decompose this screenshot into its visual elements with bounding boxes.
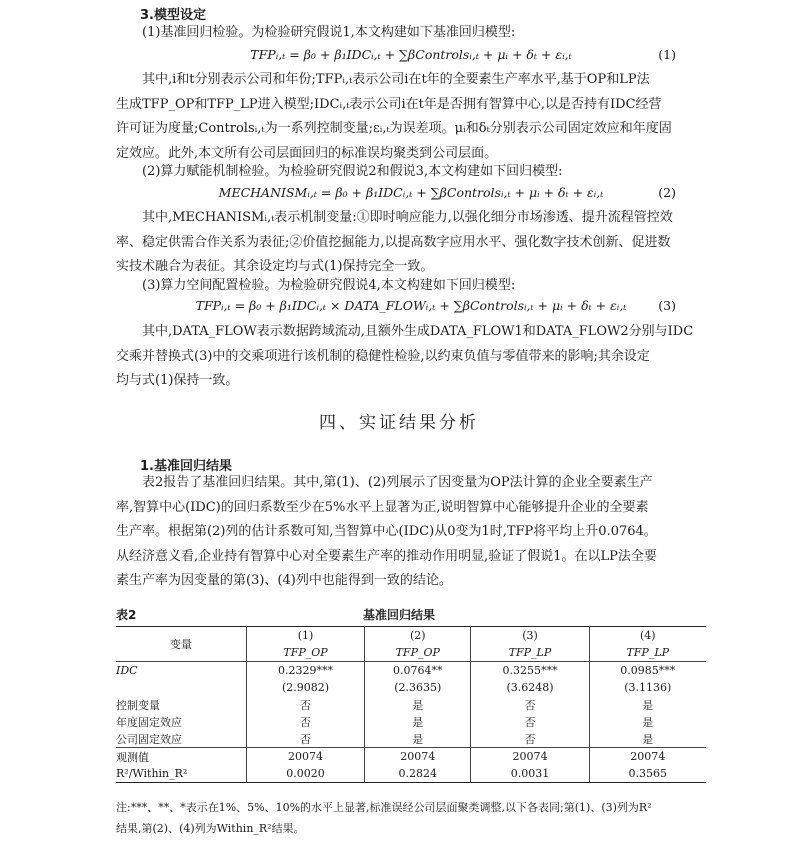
row-label: 公司固定效应	[116, 730, 247, 748]
section-title: 四、实证结果分析	[319, 413, 479, 433]
text-line: 结果,第(2)、(4)列为Within_R²结果。	[116, 822, 305, 835]
regression-table	[116, 626, 706, 783]
text-line: 率、稳定供需合作关系为表征;②价值挖掘能力,以提高数字应用水平、强化数字技术创新、促进数	[116, 234, 671, 250]
paragraph-data-flow	[116, 320, 706, 394]
table-cell: 0.0020	[247, 765, 365, 783]
paragraph-baseline-intro	[116, 21, 706, 46]
text-line: 表2报告了基准回归结果。其中,第(1)、(2)列展示了因变量为OP法计算的企业全要素生产	[142, 475, 653, 490]
column-variable: TFP_OP	[365, 644, 471, 662]
table-note	[116, 797, 716, 839]
column-number: (2)	[365, 627, 471, 645]
paragraph-baseline-results	[116, 471, 706, 594]
table-cell: (3.6248)	[471, 679, 589, 696]
paragraph-mechanism-intro	[116, 160, 706, 185]
subsection-heading-baseline: 1.基准回归结果	[140, 459, 232, 474]
row-label: 控制变量	[116, 696, 247, 713]
table-cell: 否	[247, 696, 365, 713]
text-line: 许可证为度量;Controlsᵢ,ₜ为一系列控制变量;εᵢ,ₜ为误差项。μᵢ和δₜ分别表示公司固定效应和年度固	[116, 121, 672, 137]
table-cell: 是	[642, 698, 654, 712]
table-cell: 否	[247, 713, 365, 730]
table-cell: 0.0764**	[365, 662, 471, 680]
table-cell: 否	[471, 696, 589, 713]
table-cell: 20074	[589, 748, 706, 766]
equation-formula: MECHANISMᵢ,ₜ = β₀ + β₁IDCᵢ,ₜ + ∑βControlsᵢ,ₜ + μᵢ + δₜ + εᵢ,ₜ	[218, 185, 604, 200]
text-line: 生成TFP_OP和TFP_LP进入模型;IDCᵢ,ₜ表示公司i在t年是否拥有智算中心,以是否持有IDC经营	[116, 96, 662, 112]
text-line: 注:***、**、*表示在1%、5%、10%的水平上显著,标准误经公司层面聚类调整,以下各表同;第(1)、(3)列为R²	[116, 801, 652, 814]
column-number: (4)	[589, 627, 706, 645]
paragraph-variable-definitions	[116, 68, 706, 166]
table-cell: 0.2824	[365, 765, 471, 783]
text-line: (2)算力赋能机制检验。为检验研究假说2和假说3,本文构建如下回归模型:	[142, 164, 563, 179]
row-label: IDC	[116, 662, 247, 680]
text-line: (1)基准回归检验。为检验研究假说1,本文构建如下基准回归模型:	[142, 25, 516, 40]
table-cell: 是	[365, 713, 471, 730]
text-line: 交乘并替换式(3)中的交乘项进行该机制的稳健性检验,以约束负值与零值带来的影响;其余设定	[116, 348, 650, 364]
table-cell: (3.1136)	[624, 681, 672, 694]
text-line: 实技术融合为表征。其余设定均与式(1)保持完全一致。	[116, 259, 434, 275]
column-number: (1)	[247, 627, 365, 645]
column-variable: TFP_OP	[247, 644, 365, 662]
row-label	[116, 679, 247, 696]
table-cell: 是	[365, 730, 471, 748]
table-cell: 否	[471, 713, 589, 730]
table-cell: 0.3255***	[471, 662, 589, 680]
equation-3	[116, 296, 706, 318]
table-cell: 0.2329***	[247, 662, 365, 680]
text-line: 其中,DATA_FLOW表示数据跨域流动,且额外生成DATA_FLOW1和DATA_FLOW2分别与IDC	[142, 324, 694, 339]
text-line: 率,智算中心(IDC)的回归系数至少在5%水平上显著为正,说明智算中心能够提升企业的全要素	[116, 499, 649, 515]
table-cell: 是	[642, 732, 654, 746]
table-header-row	[116, 627, 706, 645]
table-title: 基准回归结果	[362, 608, 435, 622]
equation-number: (2)	[658, 185, 676, 200]
text-line: 其中,MECHANISMᵢ,ₜ表示机制变量:①即时响应能力,以强化细分市场渗透、提升流程管控效	[142, 210, 673, 225]
equation-2	[116, 183, 706, 205]
table-cell: 20074	[471, 748, 589, 766]
table-row	[116, 662, 706, 680]
column-number: (3)	[471, 627, 589, 645]
table-row	[116, 713, 706, 730]
text-line: (3)算力空间配置检验。为检验研究假说4,本文构建如下回归模型:	[142, 278, 516, 293]
table-row	[116, 696, 706, 713]
table-cell: 20074	[247, 748, 365, 766]
equation-number: (1)	[658, 47, 676, 62]
table-cell: 是	[642, 715, 654, 729]
column-variable: TFP_LP	[471, 644, 589, 662]
table-cell: (2.3635)	[365, 679, 471, 696]
column-variable: TFP_LP	[626, 646, 670, 659]
text-line: 从经济意义看,企业持有智算中心对全要素生产率的推动作用明显,验证了假说1。在以LP法全要	[116, 548, 657, 564]
paragraph-mechanism-variables	[116, 206, 706, 280]
table-row	[116, 730, 706, 748]
row-label: 观测值	[116, 748, 247, 766]
table-cell: (2.9082)	[247, 679, 365, 696]
table-cell: 20074	[365, 748, 471, 766]
text-line: 定效应。此外,本文所有公司层面回归的标准误均聚类到公司层面。	[116, 145, 498, 161]
row-label: 年度固定效应	[116, 713, 247, 730]
subsection-heading-model: 3.模型设定	[140, 8, 206, 23]
text-line: 生产率。根据第(2)列的估计系数可知,当智算中心(IDC)从0变为1时,TFP将平均上升0.0764。	[116, 524, 657, 540]
text-line: 素生产率为因变量的第(3)、(4)列中也能得到一致的结论。	[116, 573, 452, 589]
row-label: R²/Within_R²	[116, 765, 247, 783]
text-line: 其中,i和t分别表示公司和年份;TFPᵢ,ₜ表示公司i在t年的全要素生产率水平,基于OP和LP法	[142, 72, 650, 87]
equation-1	[116, 45, 706, 67]
table-label: 表2	[116, 608, 137, 622]
table-row	[116, 748, 706, 766]
paragraph-spatial-intro	[116, 274, 706, 299]
table-cell: 0.3565	[589, 765, 706, 783]
equation-formula: TFPᵢ,ₜ = β₀ + β₁IDCᵢ,ₜ × DATA_FLOWᵢ,ₜ + ∑βControlsᵢ,ₜ + μᵢ + δₜ + εᵢ,ₜ	[195, 298, 627, 313]
equation-number: (3)	[658, 298, 676, 313]
text-line: 均与式(1)保持一致。	[116, 373, 239, 389]
table-cell: 否	[247, 730, 365, 748]
equation-formula: TFPᵢ,ₜ = β₀ + β₁IDCᵢ,ₜ + ∑βControlsᵢ,ₜ + μᵢ + δₜ + εᵢ,ₜ	[250, 47, 572, 62]
column-header-variable: 变量	[116, 627, 247, 662]
table-cell: 是	[365, 696, 471, 713]
table-cell: 否	[471, 730, 589, 748]
table-cell: 0.0985***	[589, 662, 706, 680]
table-row	[116, 765, 706, 783]
table-cell: 0.0031	[471, 765, 589, 783]
table-row	[116, 679, 706, 696]
